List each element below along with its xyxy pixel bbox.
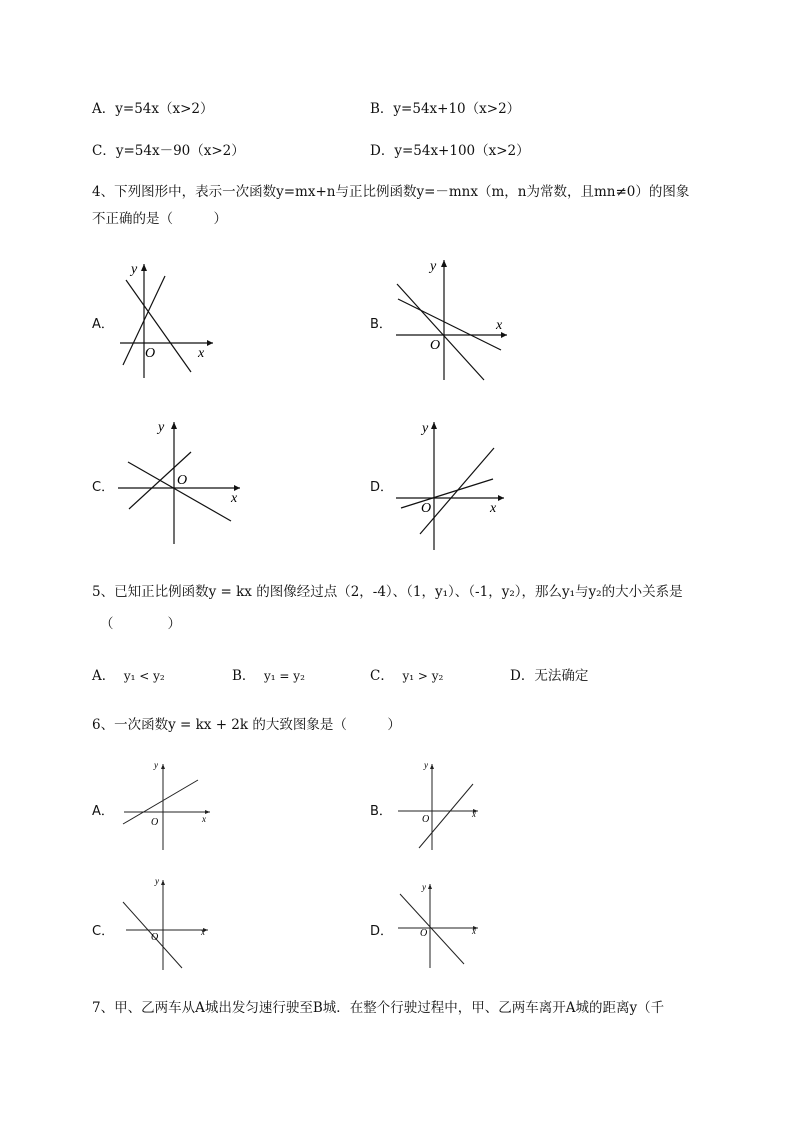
q4-label-a: A．	[92, 317, 114, 332]
axis-x-label: x	[490, 501, 497, 516]
q4-label-b: B．	[370, 317, 392, 332]
axis-origin-label: O	[421, 501, 432, 516]
q6-graph-d	[392, 878, 488, 974]
axis-origin-label: O	[430, 338, 441, 353]
axis-origin-label: O	[145, 346, 156, 361]
q5-option-b: B． y₁ = y₂	[232, 668, 305, 684]
axis-x-label: x	[231, 491, 238, 506]
axis-x-label: x	[198, 346, 205, 361]
axis-x-label: x	[472, 809, 476, 819]
q5-stem-line2: （ ）	[100, 616, 181, 632]
q4-label-d: D．	[370, 480, 394, 495]
q4-graph-a	[118, 260, 218, 384]
axis-y-label: y	[424, 760, 428, 770]
q3-option-b: B．y=54x+10（x>2）	[370, 101, 521, 117]
q6-label-d: D．	[370, 924, 394, 939]
axis-origin-label: O	[420, 928, 428, 939]
axis-y-label: y	[131, 262, 138, 277]
axis-y-label: y	[154, 760, 158, 770]
q5-option-a: A． y₁ < y₂	[92, 668, 165, 684]
q4-graph-c	[116, 418, 246, 550]
axis-origin-label: O	[177, 473, 188, 488]
q5-option-c: C． y₁ > y₂	[370, 668, 444, 684]
q4-graph-b	[392, 256, 512, 386]
axis-x-label: x	[202, 814, 206, 824]
axis-y-label: y	[158, 420, 165, 435]
q6-graph-c	[118, 874, 214, 976]
q4-stem-line2: 不正确的是（ ）	[92, 211, 227, 227]
axis-origin-label: O	[151, 817, 159, 828]
q4-stem-line1: 4、下列图形中，表示一次函数y=mx+n与正比例函数y=－mnx（m，n为常数，且mn≠0）的图象	[92, 184, 690, 200]
q3-option-a: A．y=54x（x>2）	[92, 101, 214, 117]
axis-origin-label: O	[151, 932, 159, 943]
q6-label-b: B．	[370, 804, 392, 819]
q3-option-d: D．y=54x+100（x>2）	[370, 143, 530, 159]
q6-label-c: C．	[92, 924, 115, 939]
axis-y-label: y	[422, 882, 426, 892]
q4-graph-d	[394, 418, 514, 556]
axis-y-label: y	[155, 876, 159, 886]
q5-stem-line1: 5、已知正比例函数y = kx 的图像经过点（2，-4）、（1，y₁）、（-1，y₂），那么y₁与y₂的大小关系是	[92, 584, 683, 600]
axis-y-label: y	[430, 259, 437, 274]
axis-origin-label: O	[422, 814, 430, 825]
q3-option-c: C．y=54x－90（x>2）	[92, 143, 245, 159]
axis-x-label: x	[201, 927, 205, 937]
q7-stem-line1: 7、甲、乙两车从A城出发匀速行驶至B城．在整个行驶过程中，甲、乙两车离开A城的距离y（千	[92, 1000, 665, 1016]
q5-option-d: D．无法确定	[510, 668, 589, 684]
axis-x-label: x	[472, 926, 476, 936]
q6-graph-b	[392, 758, 488, 856]
axis-y-label: y	[422, 421, 429, 436]
q6-graph-a	[118, 758, 218, 856]
q4-label-c: C．	[92, 480, 115, 495]
axis-x-label: x	[496, 318, 503, 333]
q6-label-a: A．	[92, 804, 114, 819]
q6-stem-line1: 6、一次函数y = kx + 2k 的大致图象是（ ）	[92, 717, 401, 733]
